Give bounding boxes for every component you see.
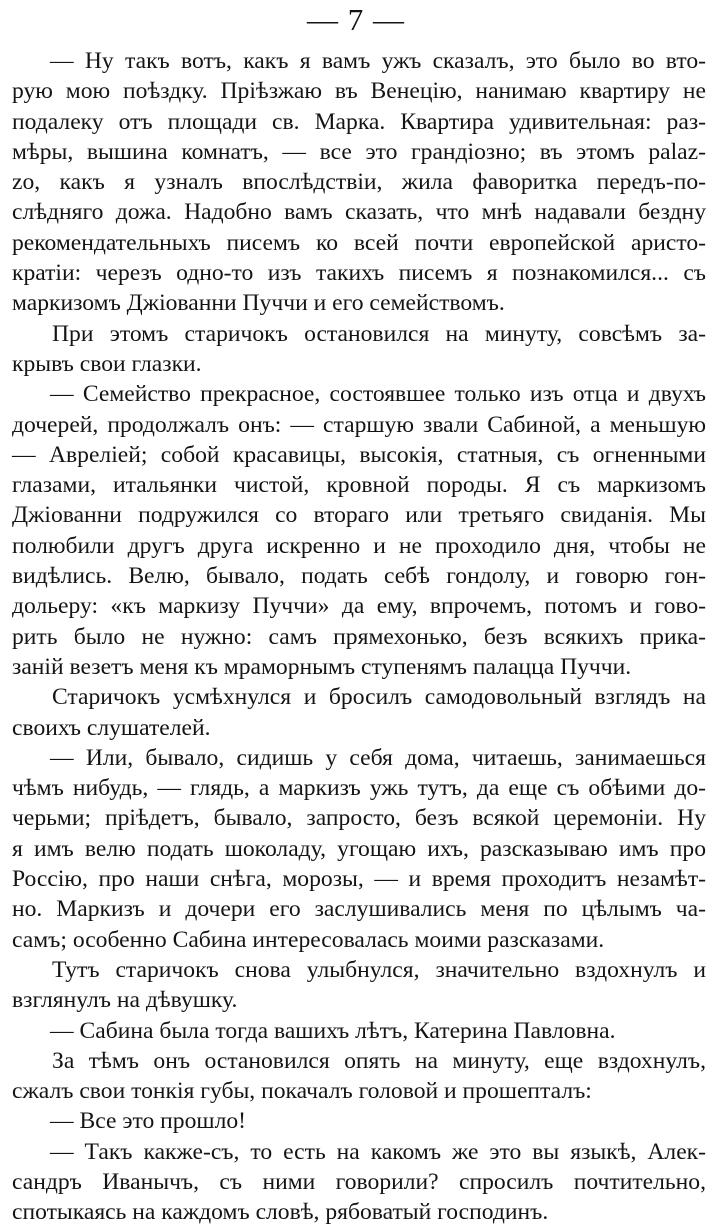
text-line: мѣры, вышина комнатъ, — все это грандіозно; въ этомъ palaz- [12, 138, 706, 165]
text-line: дольеру: «къ маркизу Пуччи» да ему, впрочемъ, потомъ и гово- [12, 593, 706, 620]
text-line: сандръ Иванычъ, съ ними говорили? спросилъ почтительно, [12, 1168, 706, 1195]
text-line: рекомендательныхъ писемъ ко всей почти европейской аристо- [12, 229, 706, 256]
paragraph [12, 379, 706, 682]
paragraph [12, 46, 706, 319]
paragraph [12, 743, 706, 955]
paragraph [12, 955, 706, 1016]
paragraph [12, 319, 706, 380]
text-line: — Такъ какже-съ, то есть на какомъ же это вы языкѣ, Алек- [50, 1138, 706, 1165]
text-line: За тѣмъ онъ остановился опять на минуту, еще вздохнулъ, [52, 1047, 706, 1074]
text-line: взглянулъ на дѣвушку. [12, 987, 238, 1014]
text-line: Старичокъ усмѣхнулся и бросилъ самодовольный взглядъ на [52, 684, 706, 711]
text-line: — Ну такъ вотъ, какъ я вамъ ужъ сказалъ, это было во вто- [50, 48, 706, 74]
text-line: Россію, про наши снѣга, морозы, — и время проходитъ незамѣт- [12, 866, 706, 893]
text-line: сжалъ свои тонкія губы, покачалъ головой и прошепталъ: [12, 1078, 592, 1105]
text-line: я имъ велю подать шоколаду, угощаю ихъ, разсказываю имъ про [12, 835, 706, 862]
paragraph [12, 1046, 706, 1107]
text-line: крывъ свои глазки. [12, 350, 202, 377]
page-text [12, 46, 706, 1228]
text-line: — Семейство прекрасное, состоявшее только изъ отца и двухъ [50, 381, 706, 408]
text-line: черьми; пріѣдетъ, бывало, запросто, безъ всякой церемоніи. Ну [12, 805, 706, 832]
text-line: рую мою поѣздку. Пріѣзжаю въ Венецію, нанимаю квартиру не [12, 78, 706, 105]
text-line: zo, какъ я узналъ впослѣдствіи, жила фаворитка передъ-по- [12, 169, 706, 196]
text-line: подалеку отъ площади св. Марка. Квартира удивительная: раз- [12, 108, 706, 135]
paragraph [12, 1137, 706, 1228]
paragraph [12, 682, 706, 743]
text-line: заній везетъ меня къ мраморнымъ ступенямъ палацца Пуччи. [12, 653, 632, 680]
text-line: своихъ слушателей. [12, 714, 211, 741]
text-line: — Авреліей; собой красавицы, высокія, статныя, съ огненными [12, 441, 706, 468]
text-line: Джіованни подружился со втораго или третьяго свиданія. Мы [12, 502, 706, 529]
text-line: полюбили другъ друга искренно и не проходило дня, чтобы не [12, 532, 706, 559]
text-line: — Сабина была тогда вашихъ лѣтъ, Катерина Павловна. [50, 1017, 616, 1044]
text-line: спотыкаясь на каждомъ словѣ, рябоватый господинъ. [12, 1199, 549, 1226]
text-line: но. Маркизъ и дочери его заслушивались меня по цѣлымъ ча- [12, 896, 706, 923]
text-line: Тутъ старичокъ снова улыбнулся, значительно вздохнулъ и [52, 956, 706, 983]
text-line: слѣдняго дожа. Надобно вамъ сказать, что мнѣ надавали бездну [12, 199, 706, 226]
text-line: — Все это прошло! [50, 1108, 246, 1135]
text-line: глазами, итальянки чистой, кровной породы. Я съ маркизомъ [12, 472, 706, 499]
text-line: При этомъ старичокъ остановился на минуту, совсѣмъ за- [52, 320, 706, 347]
text-line: видѣлись. Велю, бывало, подать себѣ гондолу, и говорю гон- [12, 563, 706, 590]
text-line: самъ; особенно Сабина интересовалась моими разсказами. [12, 926, 605, 953]
text-line: — Или, бывало, сидишь у себя дома, читаешь, занимаешься [50, 744, 706, 771]
paragraph [12, 1106, 706, 1136]
text-line: рить было не нужно: самъ прямехонько, безъ всякихъ прика- [12, 623, 706, 650]
text-line: чѣмъ нибудь, — глядь, а маркизъ ужь тутъ, да еще съ обѣими до- [12, 775, 706, 802]
text-line: маркизомъ Джіованни Пуччи и его семействомъ. [12, 290, 505, 317]
paragraph [12, 1016, 706, 1046]
text-line: дочерей, продолжалъ онъ: — старшую звали Сабиной, а меньшую [12, 411, 706, 438]
page-number: — 7 — [307, 2, 405, 37]
text-line: кратіи: черезъ одно-то изъ такихъ писемъ я познакомился... съ [12, 260, 706, 287]
